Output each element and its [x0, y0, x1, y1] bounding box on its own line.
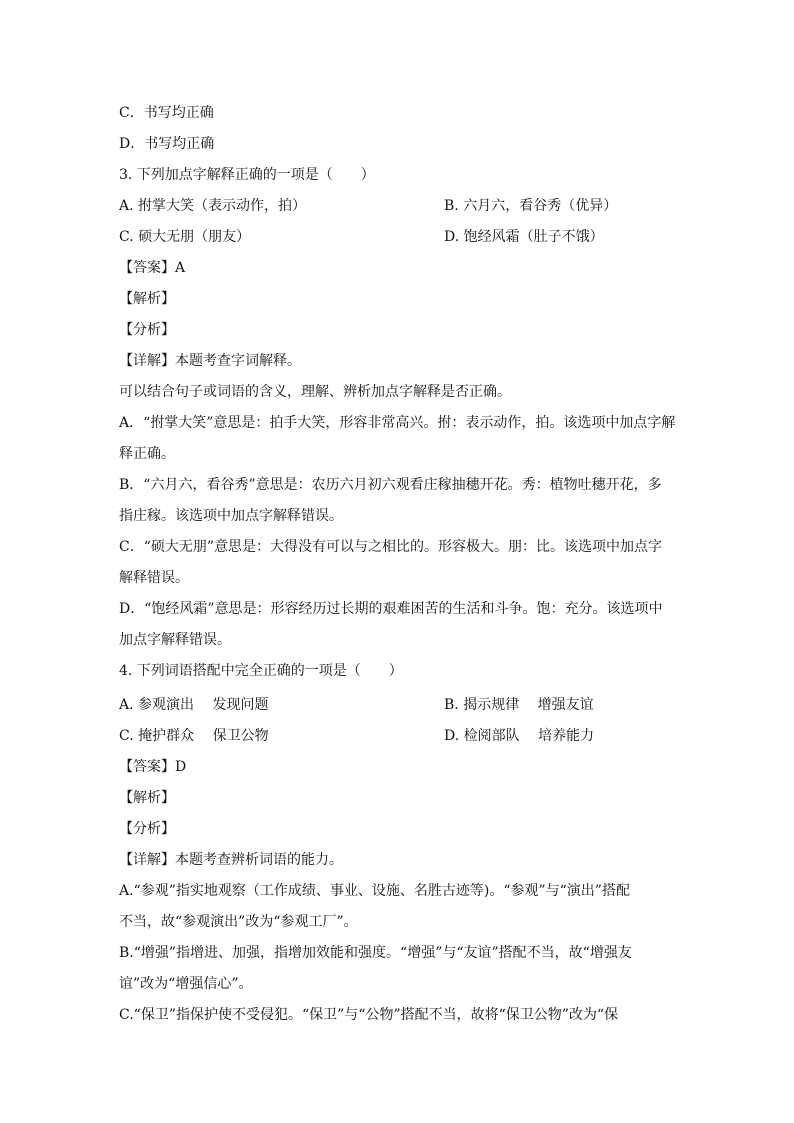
q4-option-d: D. 检阅部队 培养能力	[444, 728, 595, 744]
q4-explain-a-2: 不当，故“参观演出”改为“参观工厂”。	[119, 914, 358, 930]
q3-explain-d-2: 加点字解释错误。	[119, 632, 231, 648]
q3-option-b: B. 六月六，看谷秀（优异）	[444, 198, 618, 214]
q3-answer: 【答案】A	[119, 260, 186, 276]
q3-fenxi-heading: 【分析】	[119, 322, 175, 338]
q3-explain-a-1: A．“拊掌大笑”意思是：拍手大笑，形容非常高兴。拊：表示动作，拍。该选项中加点字解	[119, 415, 676, 431]
q4-explain-c-1: C.“保卫”指保护使不受侵犯。“保卫”与“公物”搭配不当，故将“保卫公物”改为“保	[119, 1007, 619, 1023]
q4-analysis-heading: 【解析】	[119, 790, 175, 806]
q4-answer: 【答案】D	[119, 759, 187, 775]
option-d-prev: D．书写均正确	[119, 136, 215, 152]
q4-detail-heading: 【详解】本题考查辨析词语的能力。	[119, 852, 343, 868]
q3-explain-d-1: D．“饱经风霜”意思是：形容经历过长期的艰难困苦的生活和斗争。饱：充分。该选项中	[119, 601, 663, 617]
question-3-stem: 3. 下列加点字解释正确的一项是（ ）	[119, 167, 375, 183]
q3-options-row-1	[119, 196, 679, 216]
q3-options-row-2	[119, 227, 679, 247]
option-c-prev: C．书写均正确	[119, 105, 214, 121]
q3-option-c: C. 硕大无朋（朋友）	[119, 229, 251, 245]
q3-analysis-heading: 【解析】	[119, 291, 175, 307]
q3-explain-b-1: B．“六月六，看谷秀”意思是：农历六月初六观看庄稼抽穗开花。秀：植物吐穗开花，多	[119, 477, 662, 493]
q4-option-b: B. 揭示规律 增强友谊	[444, 697, 594, 713]
q4-option-c: C. 掩护群众 保卫公物	[119, 728, 269, 744]
q3-detail-heading: 【详解】本题考查字词解释。	[119, 353, 301, 369]
q3-option-d: D. 饱经风霜（肚子不饿）	[444, 229, 604, 245]
q4-explain-a-1: A.“参观”指实地观察（工作成绩、事业、设施、名胜古迹等)。“参观”与“演出”搭配	[119, 883, 630, 899]
q3-explain-a-2: 释正确。	[119, 446, 175, 462]
q4-explain-b-1: B.“增强”指增进、加强，指增加效能和强度。“增强”与“友谊”搭配不当，故“增强友	[119, 945, 632, 961]
q3-explain-b-2: 指庄稼。该选项中加点字解释错误。	[119, 508, 343, 524]
q3-explain-c-2: 解释错误。	[119, 570, 189, 586]
q4-options-row-2	[119, 726, 679, 746]
q3-explain-c-1: C．“硕大无朋”意思是：大得没有可以与之相比的。形容极大。朋：比。该选项中加点字	[119, 539, 663, 555]
q3-detail-text: 可以结合句子或词语的含义，理解、辨析加点字解释是否正确。	[119, 384, 511, 400]
question-4-stem: 4. 下列词语搭配中完全正确的一项是（ ）	[119, 663, 403, 679]
q4-explain-b-2: 谊”改为“增强信心”。	[119, 976, 253, 992]
q3-option-a: A. 拊掌大笑（表示动作，拍）	[119, 198, 307, 214]
q4-fenxi-heading: 【分析】	[119, 821, 175, 837]
q4-options-row-1	[119, 695, 679, 715]
q4-option-a: A. 参观演出 发现问题	[119, 697, 269, 713]
